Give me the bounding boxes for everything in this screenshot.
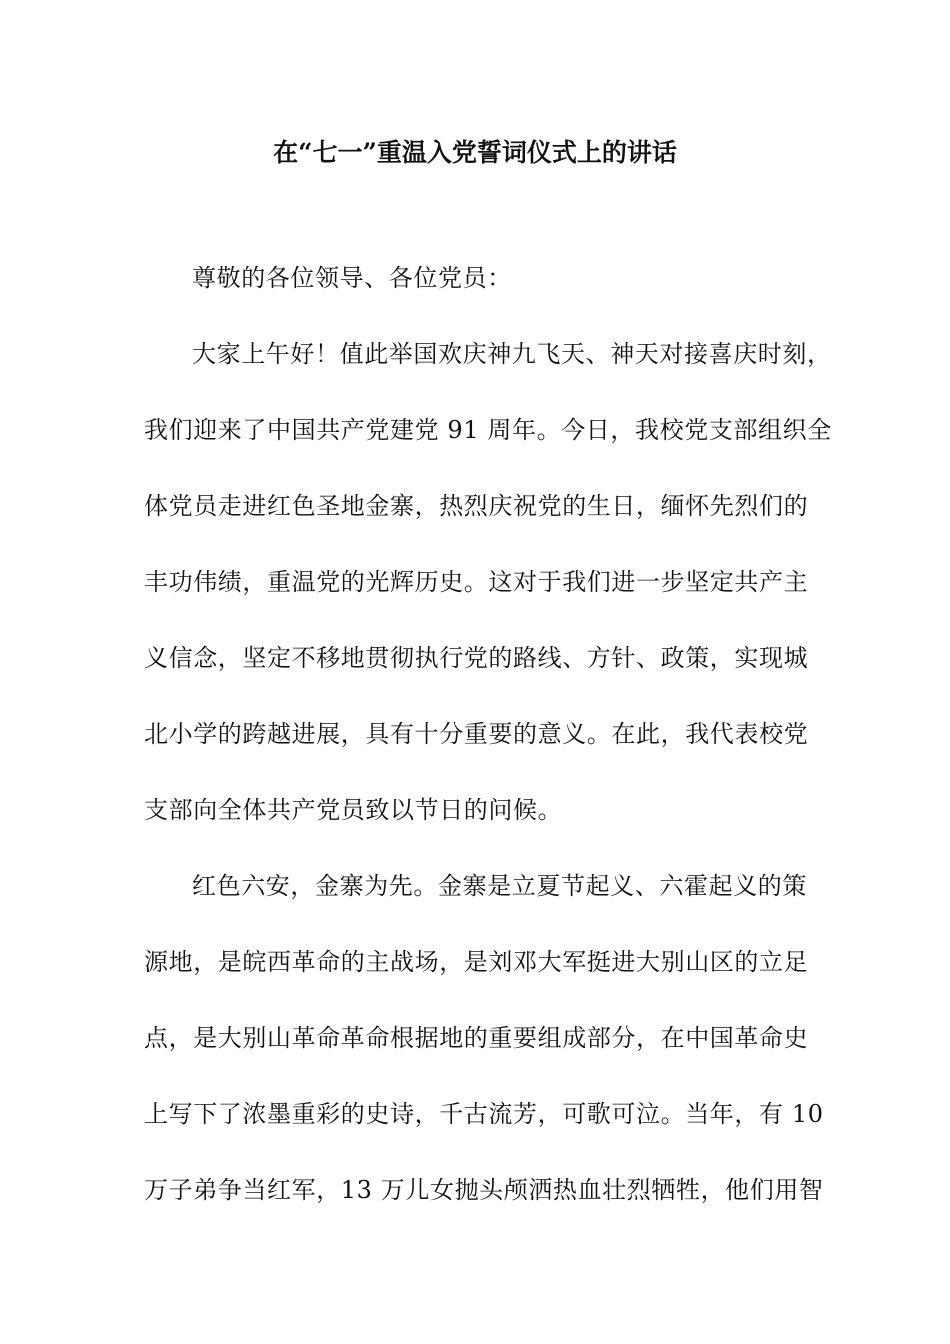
salutation-line: 尊敬的各位领导、各位党员： bbox=[192, 264, 512, 292]
paragraph-line: 上写下了浓墨重彩的史诗，千古流芳，可歌可泣。当年，有 10 bbox=[144, 1100, 824, 1128]
document-title: 在“七一”重温入党誓词仪式上的讲话 bbox=[273, 138, 677, 167]
paragraph-line: 大家上午好！值此举国欢庆神九飞天、神天对接喜庆时刻， bbox=[192, 340, 832, 368]
paragraph-line: 义信念，坚定不移地贯彻执行党的路线、方针、政策，实现城 bbox=[144, 644, 809, 672]
paragraph-line: 万子弟争当红军，13 万儿女抛头颅洒热血壮烈牺牲，他们用智 bbox=[144, 1176, 824, 1204]
paragraph-line: 源地，是皖西革命的主战场，是刘邓大军挺进大别山区的立足 bbox=[144, 948, 809, 976]
paragraph-line: 我们迎来了中国共产党建党 91 周年。今日，我校党支部组织全 bbox=[144, 416, 832, 444]
paragraph-line: 点，是大别山革命革命根据地的重要组成部分，在中国革命史 bbox=[144, 1024, 809, 1052]
paragraph-line: 红色六安，金寨为先。金寨是立夏节起义、六霍起义的策 bbox=[192, 872, 807, 900]
paragraph-line: 支部向全体共产党员致以节日的问候。 bbox=[144, 796, 563, 824]
paragraph-line: 丰功伟绩，重温党的光辉历史。这对于我们进一步坚定共产主 bbox=[144, 568, 809, 596]
document-body bbox=[144, 250, 832, 1238]
paragraph-line: 体党员走进红色圣地金寨，热烈庆祝党的生日，缅怀先烈们的 bbox=[144, 492, 809, 520]
paragraph-line: 北小学的跨越进展，具有十分重要的意义。在此，我代表校党 bbox=[144, 720, 809, 748]
